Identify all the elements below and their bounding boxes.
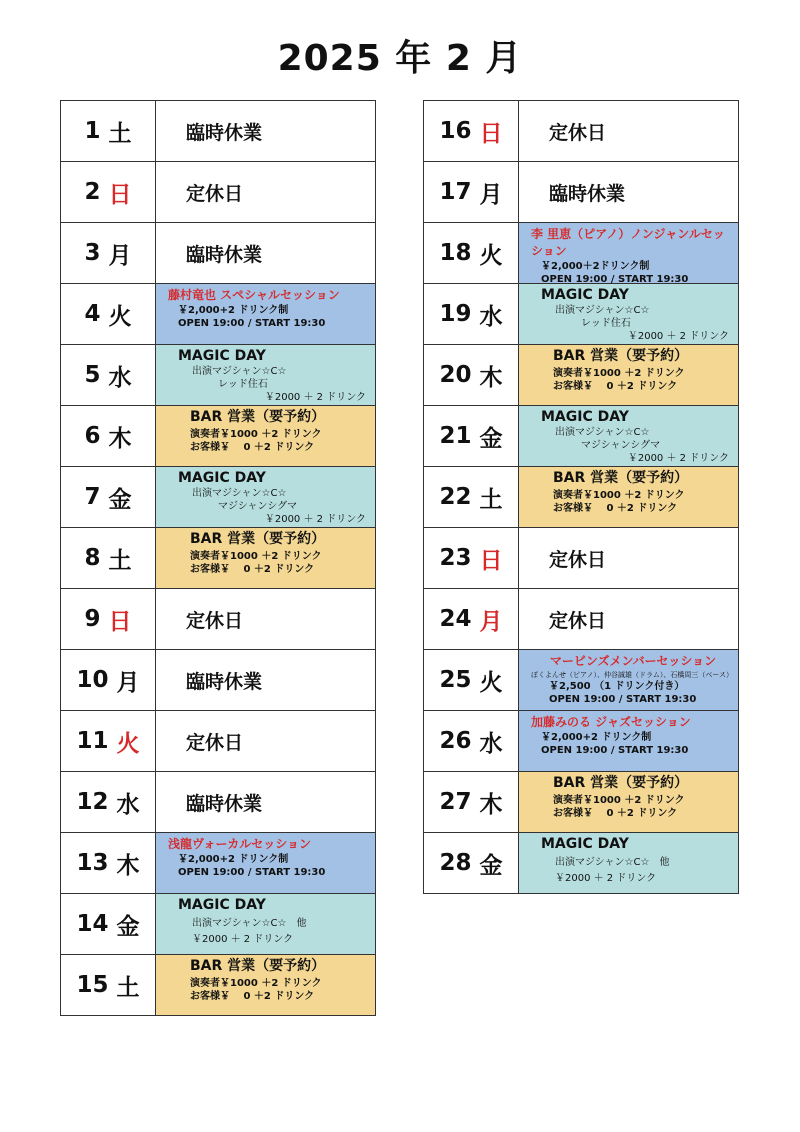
event-cell bbox=[519, 711, 738, 771]
event-status: 定休日 bbox=[186, 182, 244, 205]
day-number: 10 bbox=[76, 667, 109, 693]
day-row bbox=[61, 588, 375, 649]
event-cell bbox=[519, 223, 738, 283]
event-line: ￥2000 ＋ 2 ドリンク bbox=[192, 934, 294, 945]
day-label bbox=[61, 528, 156, 588]
event-line: OPEN 19:00 / START 19:30 bbox=[178, 318, 326, 329]
schedule-column-left bbox=[60, 100, 376, 1016]
day-label bbox=[61, 162, 156, 222]
event-line: ￥2000 ＋ 2 ドリンク bbox=[627, 331, 729, 342]
event-title: 浅龍ヴォーカルセッション bbox=[168, 837, 312, 851]
event-status: 臨時休業 bbox=[186, 792, 263, 815]
weekday: 金 bbox=[108, 486, 132, 513]
day-label bbox=[424, 528, 519, 588]
event-line: ￥2,000+2 ドリンク制 bbox=[178, 854, 289, 865]
weekday: 水 bbox=[479, 303, 503, 330]
event-line: マジシャンシグマ bbox=[218, 501, 298, 512]
event-details bbox=[168, 348, 372, 404]
day-label bbox=[424, 711, 519, 771]
day-number: 22 bbox=[439, 484, 472, 510]
event-title: BAR 営業（要予約） bbox=[190, 531, 326, 547]
day-row bbox=[424, 588, 738, 649]
event-line: マジシャンシグマ bbox=[581, 440, 661, 451]
event-line: 出演マジシャン☆C☆ bbox=[192, 488, 287, 499]
day-row bbox=[424, 405, 738, 466]
event-line: ￥2000 ＋ 2 ドリンク bbox=[555, 873, 657, 884]
event-cell bbox=[156, 467, 375, 527]
day-number: 23 bbox=[439, 545, 472, 571]
event-cell bbox=[519, 467, 738, 527]
weekday: 日 bbox=[479, 547, 503, 574]
weekday: 日 bbox=[108, 181, 132, 208]
day-label bbox=[61, 467, 156, 527]
day-row bbox=[424, 649, 738, 710]
weekday: 木 bbox=[108, 425, 132, 452]
event-line: お客様￥ 0 ＋2 ドリンク bbox=[190, 991, 315, 1002]
day-number: 20 bbox=[439, 362, 472, 388]
weekday: 土 bbox=[108, 120, 132, 147]
event-details bbox=[168, 958, 372, 1003]
day-label bbox=[61, 833, 156, 893]
event-title: MAGIC DAY bbox=[541, 287, 629, 303]
day-row bbox=[61, 100, 375, 161]
event-title: MAGIC DAY bbox=[178, 470, 266, 486]
day-row bbox=[424, 832, 738, 894]
day-label bbox=[61, 650, 156, 710]
weekday: 金 bbox=[479, 425, 503, 452]
event-line: ￥2,000+2 ドリンク制 bbox=[541, 732, 652, 743]
day-row bbox=[424, 771, 738, 832]
weekday: 金 bbox=[479, 852, 503, 879]
event-line: 出演マジシャン☆C☆ bbox=[192, 366, 287, 377]
day-label bbox=[61, 589, 156, 649]
day-number: 2 bbox=[84, 179, 101, 205]
event-status: 定休日 bbox=[549, 121, 607, 144]
event-details bbox=[168, 287, 372, 330]
event-cell bbox=[156, 894, 375, 954]
day-label bbox=[61, 101, 156, 161]
day-number: 24 bbox=[439, 606, 472, 632]
event-line: お客様￥ 0 ＋2 ドリンク bbox=[190, 442, 315, 453]
event-line: 演奏者￥1000 ＋2 ドリンク bbox=[190, 551, 322, 562]
day-row bbox=[424, 710, 738, 771]
event-title: BAR 営業（要予約） bbox=[553, 775, 689, 791]
day-label bbox=[61, 894, 156, 954]
day-label bbox=[61, 955, 156, 1015]
day-row bbox=[61, 771, 375, 832]
event-line: OPEN 19:00 / START 19:30 bbox=[541, 274, 689, 283]
event-details bbox=[531, 714, 735, 757]
day-number: 21 bbox=[439, 423, 472, 449]
event-status: 臨時休業 bbox=[186, 670, 263, 693]
page-title: 2025 年 2 月 bbox=[277, 38, 523, 79]
event-details bbox=[531, 226, 735, 283]
event-line: 演奏者￥1000 ＋2 ドリンク bbox=[553, 490, 685, 501]
day-label bbox=[61, 406, 156, 466]
day-row bbox=[424, 222, 738, 283]
event-line: 出演マジシャン☆C☆ bbox=[555, 305, 650, 316]
event-cell bbox=[156, 955, 375, 1015]
event-line: 演奏者￥1000 ＋2 ドリンク bbox=[553, 368, 685, 379]
day-number: 17 bbox=[439, 179, 472, 205]
day-number: 28 bbox=[439, 850, 472, 876]
weekday: 土 bbox=[116, 974, 140, 1001]
event-line: ￥2000 ＋ 2 ドリンク bbox=[264, 392, 366, 403]
event-line: ぼくよんせ（ピアノ）、仲谷誠雄（ドラム）、石橋周三（ベース） bbox=[531, 671, 734, 679]
event-status: 定休日 bbox=[549, 609, 607, 632]
event-line: お客様￥ 0 ＋2 ドリンク bbox=[553, 381, 678, 392]
day-label bbox=[424, 833, 519, 893]
event-status: 定休日 bbox=[186, 609, 244, 632]
day-row bbox=[61, 344, 375, 405]
event-status: 定休日 bbox=[549, 548, 607, 571]
weekday: 火 bbox=[479, 242, 503, 269]
event-details bbox=[168, 531, 372, 576]
day-label bbox=[424, 772, 519, 832]
event-line: レッド住石 bbox=[581, 318, 631, 329]
event-details bbox=[168, 836, 372, 879]
event-cell bbox=[519, 406, 738, 466]
event-title: BAR 営業（要予約） bbox=[190, 958, 326, 974]
day-number: 13 bbox=[76, 850, 109, 876]
event-line: レッド住石 bbox=[218, 379, 268, 390]
event-line: お客様￥ 0 ＋2 ドリンク bbox=[553, 808, 678, 819]
day-number: 16 bbox=[439, 118, 472, 144]
event-title: 藤村竜也 スペシャルセッション bbox=[168, 288, 340, 302]
day-row bbox=[424, 344, 738, 405]
event-cell bbox=[519, 528, 738, 588]
event-details bbox=[531, 775, 735, 820]
weekday: 木 bbox=[479, 791, 503, 818]
day-row bbox=[61, 893, 375, 954]
day-number: 4 bbox=[84, 301, 101, 327]
day-row bbox=[424, 527, 738, 588]
day-label bbox=[61, 345, 156, 405]
weekday: 金 bbox=[116, 913, 140, 940]
day-number: 7 bbox=[84, 484, 101, 510]
event-title: BAR 営業（要予約） bbox=[553, 470, 689, 486]
event-cell bbox=[156, 284, 375, 344]
weekday: 月 bbox=[479, 181, 503, 208]
event-cell bbox=[519, 284, 738, 344]
event-details bbox=[168, 470, 372, 526]
day-number: 9 bbox=[84, 606, 101, 632]
day-number: 1 bbox=[84, 118, 101, 144]
event-cell bbox=[156, 772, 375, 832]
event-cell bbox=[519, 833, 738, 893]
event-line: お客様￥ 0 ＋2 ドリンク bbox=[553, 503, 678, 514]
weekday: 火 bbox=[479, 669, 503, 696]
day-number: 8 bbox=[84, 545, 101, 571]
day-row bbox=[61, 222, 375, 283]
event-line: 演奏者￥1000 ＋2 ドリンク bbox=[553, 795, 685, 806]
day-row bbox=[61, 283, 375, 344]
event-cell bbox=[156, 223, 375, 283]
event-cell bbox=[519, 345, 738, 405]
day-number: 14 bbox=[76, 911, 109, 937]
event-details bbox=[531, 470, 735, 515]
day-number: 11 bbox=[76, 728, 109, 754]
event-line: ￥2,500 （1 ドリンク付き） bbox=[549, 681, 685, 692]
event-line: ￥2,000＋2ドリンク制 bbox=[541, 261, 650, 272]
event-details bbox=[531, 836, 735, 885]
day-row bbox=[61, 405, 375, 466]
event-title: 李 里恵（ピアノ）ノンジャンルセッション bbox=[531, 227, 725, 258]
event-cell bbox=[156, 528, 375, 588]
event-cell bbox=[156, 406, 375, 466]
weekday: 水 bbox=[116, 791, 140, 818]
event-title: BAR 営業（要予約） bbox=[553, 348, 689, 364]
day-row bbox=[61, 161, 375, 222]
day-row bbox=[61, 527, 375, 588]
weekday: 月 bbox=[108, 242, 132, 269]
event-cell bbox=[156, 589, 375, 649]
day-label bbox=[424, 284, 519, 344]
event-cell bbox=[519, 162, 738, 222]
day-row bbox=[61, 466, 375, 527]
day-row bbox=[424, 283, 738, 344]
schedule-column-right bbox=[423, 100, 739, 894]
event-line: 出演マジシャン☆C☆ 他 bbox=[555, 857, 670, 868]
event-line: 出演マジシャン☆C☆ 他 bbox=[192, 918, 307, 929]
day-label bbox=[61, 711, 156, 771]
day-row bbox=[424, 466, 738, 527]
event-status: 臨時休業 bbox=[186, 243, 263, 266]
day-row bbox=[61, 832, 375, 893]
day-label bbox=[424, 345, 519, 405]
day-row bbox=[61, 649, 375, 710]
weekday: 土 bbox=[108, 547, 132, 574]
event-line: お客様￥ 0 ＋2 ドリンク bbox=[190, 564, 315, 575]
event-title: マービンズメンバーセッション bbox=[549, 654, 717, 668]
weekday: 木 bbox=[116, 852, 140, 879]
weekday: 水 bbox=[479, 730, 503, 757]
weekday: 土 bbox=[479, 486, 503, 513]
event-details bbox=[531, 409, 735, 465]
day-number: 27 bbox=[439, 789, 472, 815]
day-number: 15 bbox=[76, 972, 109, 998]
day-label bbox=[61, 284, 156, 344]
event-line: OPEN 19:00 / START 19:30 bbox=[549, 694, 697, 705]
event-line: ￥2,000+2 ドリンク制 bbox=[178, 305, 289, 316]
event-title: MAGIC DAY bbox=[178, 348, 266, 364]
event-line: OPEN 19:00 / START 19:30 bbox=[178, 867, 326, 878]
weekday: 水 bbox=[108, 364, 132, 391]
day-number: 26 bbox=[439, 728, 472, 754]
event-details bbox=[168, 409, 372, 454]
event-line: 演奏者￥1000 ＋2 ドリンク bbox=[190, 429, 322, 440]
day-label bbox=[424, 406, 519, 466]
day-row bbox=[424, 161, 738, 222]
weekday: 日 bbox=[108, 608, 132, 635]
event-details bbox=[168, 897, 372, 946]
event-status: 臨時休業 bbox=[186, 121, 263, 144]
event-cell bbox=[156, 650, 375, 710]
day-label bbox=[61, 223, 156, 283]
day-number: 6 bbox=[84, 423, 101, 449]
event-details bbox=[531, 348, 735, 393]
event-status: 臨時休業 bbox=[549, 182, 626, 205]
day-number: 19 bbox=[439, 301, 472, 327]
weekday: 火 bbox=[108, 303, 132, 330]
day-label bbox=[61, 772, 156, 832]
event-cell bbox=[156, 711, 375, 771]
day-label bbox=[424, 101, 519, 161]
weekday: 火 bbox=[116, 730, 140, 757]
event-line: 演奏者￥1000 ＋2 ドリンク bbox=[190, 978, 322, 989]
weekday: 日 bbox=[479, 120, 503, 147]
weekday: 月 bbox=[116, 669, 140, 696]
event-title: MAGIC DAY bbox=[541, 409, 629, 425]
event-cell bbox=[156, 162, 375, 222]
event-cell bbox=[156, 833, 375, 893]
day-number: 5 bbox=[84, 362, 101, 388]
weekday: 木 bbox=[479, 364, 503, 391]
day-label bbox=[424, 223, 519, 283]
event-details bbox=[531, 287, 735, 343]
event-title: 加藤みのる ジャズセッション bbox=[531, 715, 691, 729]
event-details bbox=[531, 653, 735, 706]
event-cell bbox=[156, 101, 375, 161]
day-label bbox=[424, 589, 519, 649]
event-line: OPEN 19:00 / START 19:30 bbox=[541, 745, 689, 756]
event-cell bbox=[519, 772, 738, 832]
day-label bbox=[424, 162, 519, 222]
event-cell bbox=[519, 650, 738, 710]
event-line: 出演マジシャン☆C☆ bbox=[555, 427, 650, 438]
event-cell bbox=[519, 101, 738, 161]
event-cell bbox=[519, 589, 738, 649]
day-row bbox=[61, 710, 375, 771]
day-row bbox=[424, 100, 738, 161]
weekday: 月 bbox=[479, 608, 503, 635]
day-number: 25 bbox=[439, 667, 472, 693]
event-title: MAGIC DAY bbox=[541, 836, 629, 852]
day-number: 12 bbox=[76, 789, 109, 815]
event-title: BAR 営業（要予約） bbox=[190, 409, 326, 425]
day-row bbox=[61, 954, 375, 1016]
day-number: 3 bbox=[84, 240, 101, 266]
event-line: ￥2000 ＋ 2 ドリンク bbox=[627, 453, 729, 464]
event-title: MAGIC DAY bbox=[178, 897, 266, 913]
event-status: 定休日 bbox=[186, 731, 244, 754]
day-label bbox=[424, 650, 519, 710]
event-cell bbox=[156, 345, 375, 405]
day-label bbox=[424, 467, 519, 527]
event-line: ￥2000 ＋ 2 ドリンク bbox=[264, 514, 366, 525]
day-number: 18 bbox=[439, 240, 472, 266]
